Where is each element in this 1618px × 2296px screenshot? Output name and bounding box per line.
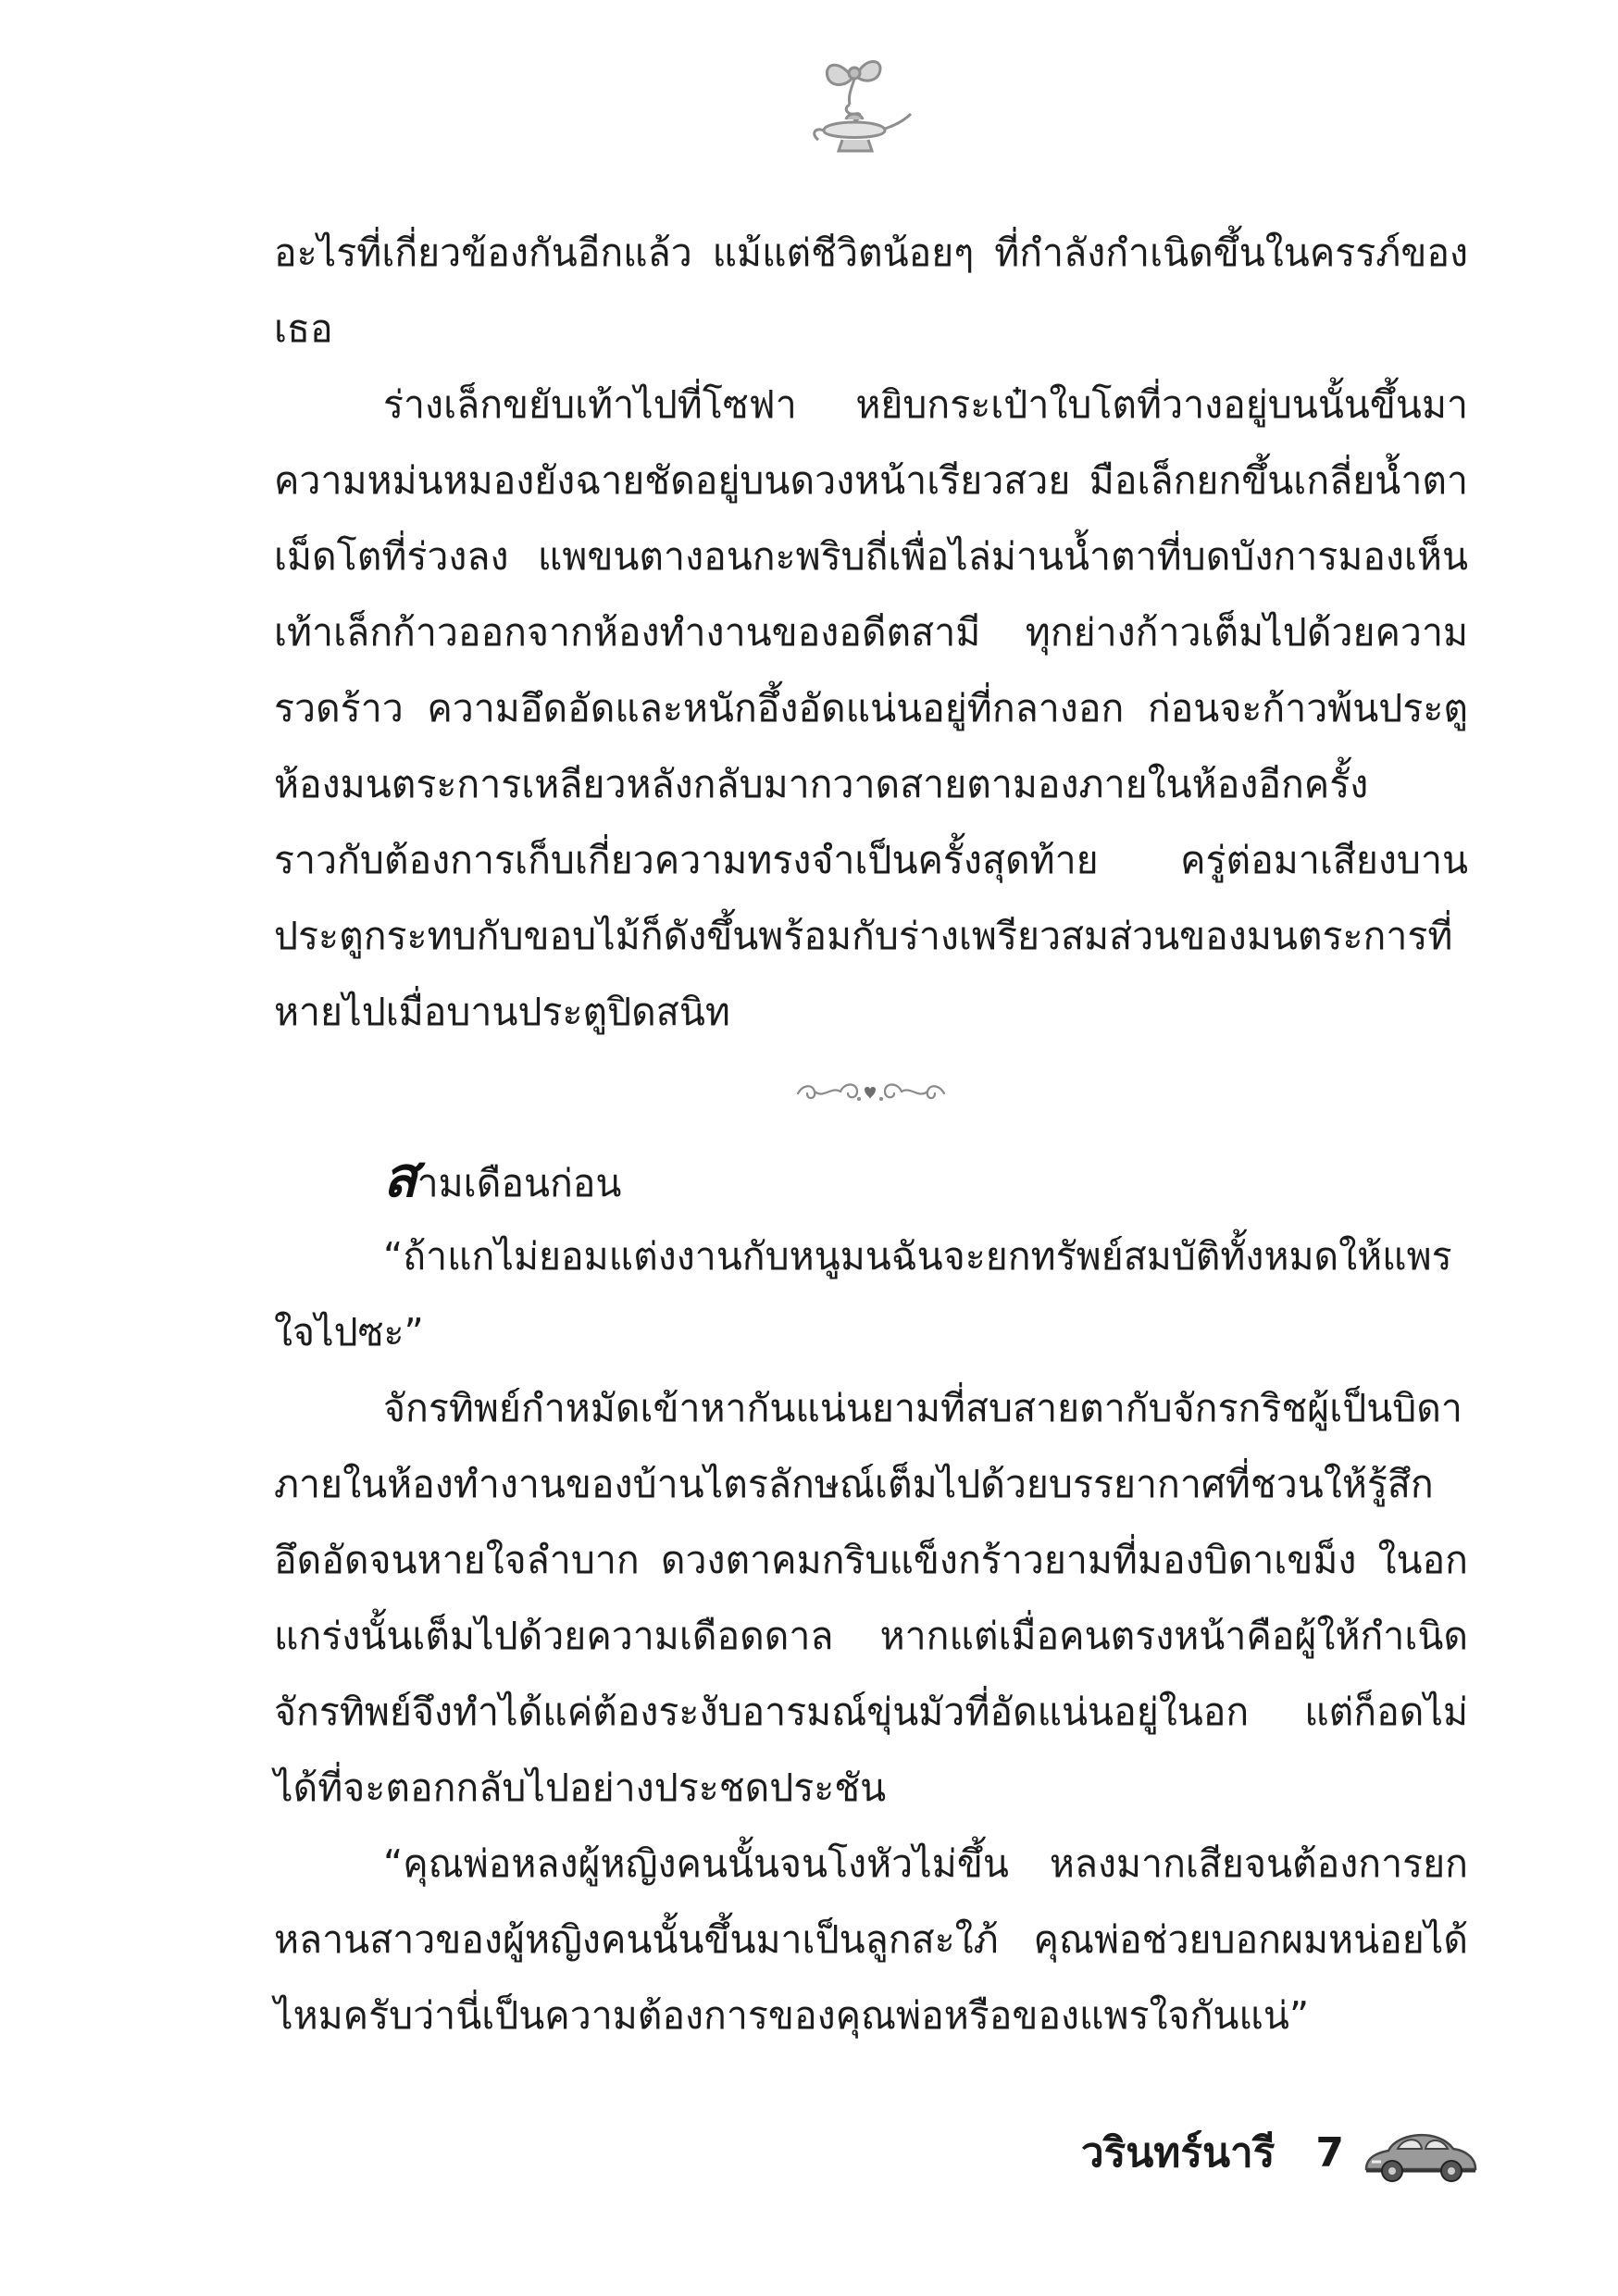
section-heading-text: ามเดือนก่อน (417, 1161, 622, 1205)
paragraph: “ถ้าแกไม่ยอมแต่งงานกับหนูมนฉันจะยกทรัพย์สมบัติทั้งหมดให้แพรใจไปซะ” (274, 1234, 1452, 1354)
page-footer (1055, 2102, 1481, 2203)
genie-lamp-fairy-icon (796, 51, 916, 162)
paragraph: ร่างเล็กขยับเท้าไปที่โซฟา หยิบกระเป๋าใบโตที่วางอยู่บนนั้นขึ้นมา ความหม่นหมองยังฉายชัดอยู่บนดวงหน้าเรียวสวย มือเล็กยกขึ้นเกลี่ยน้ำตาเม็ดโตที่ร่วงลง แพขนตางอนกะพริบถี่เพื่อไล่ม่านน้ำตาที่บดบังการมองเห็น เท้าเล็กก้าวออกจากห้องทำงานของอดีตสามี ทุกย่างก้าวเต็มไปด้วยความรวดร้าว ความอึดอัดและหนักอึ้งอัดแน่นอยู่ที่กลางอก ก่อนจะก้าวพ้นประตูห้องมนตระการเหลียวหลังกลับมากวาดสายตามองภายในห้องอีกครั้ง ราวกับต้องการเก็บเกี่ยวความทรงจำเป็นครั้งสุดท้าย ครู่ต่อมาเสียงบานประตูกระทบกับขอบไม้ก็ดังขึ้นพร้อมกับร่างเพรียวสมส่วนของมนตระการที่หายไปเมื่อบานประตูปิดสนิท (274, 382, 1468, 1034)
page-number: 7 (1315, 2128, 1344, 2177)
book-title: วรินทร์นารี (1080, 2129, 1276, 2177)
body-text (274, 215, 1468, 2053)
vintage-car-icon (1361, 2115, 1481, 2190)
paragraph: อะไรที่เกี่ยวข้องกันอีกแล้ว แม้แต่ชีวิตน้อยๆ ที่กำลังกำเนิดขึ้นในครรภ์ของเธอ (274, 231, 1468, 351)
section-heading (274, 1137, 1468, 1218)
paragraph: “คุณพ่อหลงผู้หญิงคนนั้นจนโงหัวไม่ขึ้น หลงมากเสียจนต้องการยกหลานสาวของผู้หญิงคนนั้นขึ้นมาเป็นลูกสะใภ้ คุณพ่อช่วยบอกผมหน่อยได้ไหมครับว่านี่เป็นความต้องการของคุณพ่อหรือของแพรใจกันแน่” (274, 1841, 1468, 2038)
paragraph: จักรทิพย์กำหมัดเข้าหากันแน่นยามที่สบสายตากับจักรกริชผู้เป็นบิดา ภายในห้องทำงานของบ้านไตรลักษณ์เต็มไปด้วยบรรยากาศที่ชวนให้รู้สึกอึดอัดจนหายใจลำบาก ดวงตาคมกริบแข็งกร้าวยามที่มองบิดาเขม็ง ในอกแกร่งนั้นเต็มไปด้วยความเดือดดาล หากแต่เมื่อคนตรงหน้าคือผู้ให้กำเนิด จักรทิพย์จึงทำได้แค่ต้องระงับอารมณ์ขุ่นมัวที่อัดแน่นอยู่ในอก แต่ก็อดไม่ได้ที่จะตอกกลับไปอย่างประชดประชัน (274, 1386, 1468, 1810)
drop-cap: ส (383, 1145, 417, 1210)
floral-heart-divider-icon (274, 1050, 1468, 1137)
